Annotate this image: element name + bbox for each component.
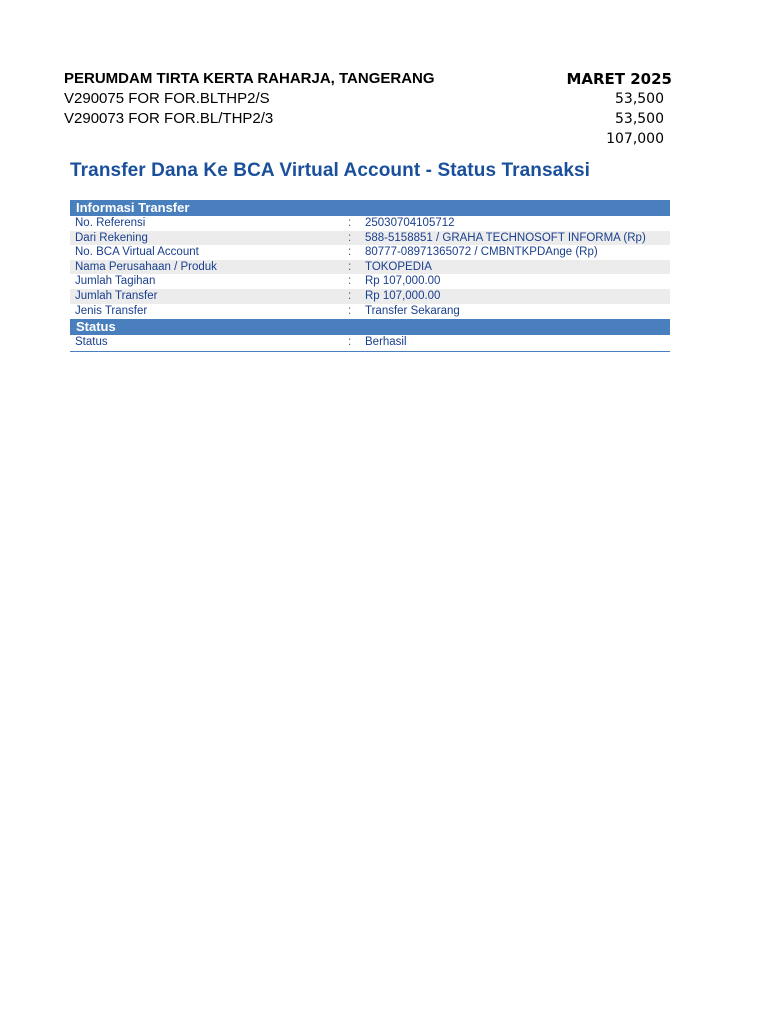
info-separator: : — [348, 289, 352, 302]
info-separator: : — [348, 275, 352, 288]
info-label: Dari Rekening — [75, 231, 148, 244]
summary-header — [64, 69, 672, 89]
status-section-header: Status — [70, 319, 670, 335]
info-value: Rp 107,000.00 — [365, 289, 441, 302]
bill-code: V290075 FOR FOR.BLTHP2/S — [64, 90, 270, 107]
info-label: No. Referensi — [75, 217, 146, 229]
info-label: Jumlah Tagihan — [75, 275, 156, 288]
info-value: 588-5158851 / GRAHA TECHNOSOFT INFORMA (Rp) — [365, 231, 646, 244]
info-separator: : — [348, 217, 352, 229]
info-row-rekening — [70, 231, 670, 246]
status-value: Berhasil — [365, 336, 407, 349]
info-value: Rp 107,000.00 — [365, 275, 441, 288]
bill-total-line — [64, 129, 672, 149]
info-row-jumlah-transfer — [70, 289, 670, 304]
bca-transfer-panel — [70, 200, 670, 352]
info-separator: : — [348, 246, 352, 259]
status-label: Status — [75, 336, 108, 349]
info-separator: : — [348, 304, 352, 317]
info-separator: : — [348, 231, 352, 244]
bill-summary — [64, 69, 672, 149]
bill-amount: 53,500 — [615, 91, 664, 107]
info-section-header: Informasi Transfer — [70, 200, 670, 216]
bill-code: V290073 FOR FOR.BL/THP2/3 — [64, 110, 274, 127]
company-name: PERUMDAM TIRTA KERTA RAHARJA, TANGERANG — [64, 70, 435, 87]
status-separator: : — [348, 336, 352, 349]
bill-line — [64, 109, 672, 129]
bill-amount: 53,500 — [615, 111, 664, 127]
info-row-referensi — [70, 216, 670, 231]
info-label: Nama Perusahaan / Produk — [75, 260, 217, 273]
info-label: Jenis Transfer — [75, 304, 148, 317]
info-row-jumlah-tagihan — [70, 274, 670, 289]
info-label: Jumlah Transfer — [75, 289, 158, 302]
status-divider — [70, 351, 670, 352]
info-value: Transfer Sekarang — [365, 304, 460, 317]
info-value: 80777-08971365072 / CMBNTKPDAnge (Rp) — [365, 246, 598, 259]
bill-total: 107,000 — [606, 131, 664, 147]
billing-period: MARET 2025 — [566, 70, 672, 88]
bill-line — [64, 89, 672, 109]
info-row-jenis-transfer — [70, 304, 670, 319]
info-value: TOKOPEDIA — [365, 260, 432, 273]
info-label: No. BCA Virtual Account — [75, 246, 199, 259]
info-row-virtual-account — [70, 245, 670, 260]
info-row-perusahaan — [70, 260, 670, 275]
info-separator: : — [348, 260, 352, 273]
info-value: 25030704105712 — [365, 217, 455, 229]
bca-transfer-title: Transfer Dana Ke BCA Virtual Account - Status Transaksi — [70, 160, 591, 181]
status-row — [70, 335, 670, 350]
